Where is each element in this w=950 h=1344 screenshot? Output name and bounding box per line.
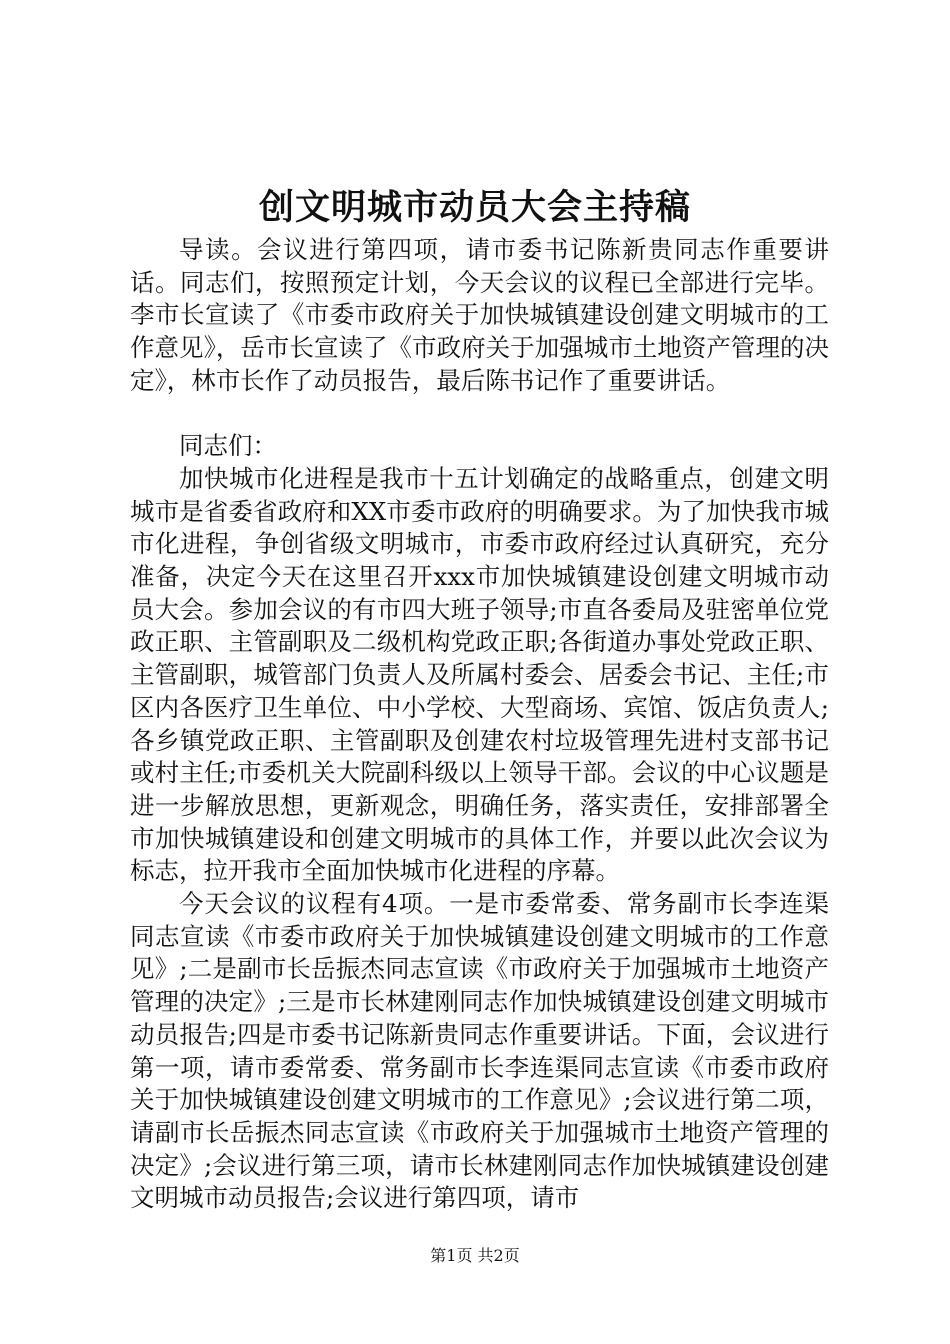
agenda-paragraph: 今天会议的议程有4项。一是市委常委、常务副市长李连渠同志宣读《市委市政府关于加快城镇建设创建文明城市的工作意见》;二是副市长岳振杰同志宣读《市政府关于加强城市土地资产管理的决定》;三是市长林建刚同志作加快城镇建设创建文明城市动员报告;四是市委书记陈新贵同志作重要讲话。下面，会议进行第一项，请市委常委、常务副市长李连渠同志宣读《市委市政府关于加快城镇建设创建文明城市的工作意见》;会议进行第二项，请副市长岳振杰同志宣读《市政府关于加强城市土地资产管理的决定》;会议进行第三项，请市长林建刚同志作加快城镇建设创建文明城市动员报告;会议进行第四项，请市 xyxy=(130,889,829,1213)
page-number-footer: 第1页 共2页 xyxy=(430,1246,520,1265)
salutation-paragraph: 同志们： xyxy=(179,431,277,461)
document-body xyxy=(130,234,829,1215)
intro-paragraph: 导读。会议进行第四项，请市委书记陈新贵同志作重要讲话。同志们，按照预定计划，今天会议的议程已全部进行完毕。李市长宣读了《市委市政府关于加快城镇建设创建文明城市的工作意见》，岳市长宣读了《市政府关于加强城市土地资产管理的决定》，林市长作了动员报告，最后陈书记作了重要讲话。 xyxy=(130,235,829,395)
document-title: 创文明城市动员大会主持稿 xyxy=(258,187,691,228)
body-paragraph: 加快城市化进程是我市十五计划确定的战略重点，创建文明城市是省委省政府和XX市委市政府的明确要求。为了加快我市城市化进程，争创省级文明城市，市委市政府经过认真研究，充分准备，决定今天在这里召开xxx市加快城镇建设创建文明城市动员大会。参加会议的有市四大班子领导;市直各委局及驻密单位党政正职、主管副职及二级机构党政正职;各街道办事处党政正职、主管副职，城管部门负责人及所属村委会、居委会书记、主任;市区内各医疗卫生单位、中小学校、大型商场、宾馆、饭店负责人;各乡镇党政正职、主管副职及创建农村垃圾管理先进村支部书记或村主任;市委机关大院副科级以上领导干部。会议的中心议题是进一步解放思想，更新观念，明确任务，落实责任，安排部署全市加快城镇建设和创建文明城市的具体工作，并要以此次会议为标志，拉开我市全面加快城市化进程的序幕。 xyxy=(130,463,829,886)
